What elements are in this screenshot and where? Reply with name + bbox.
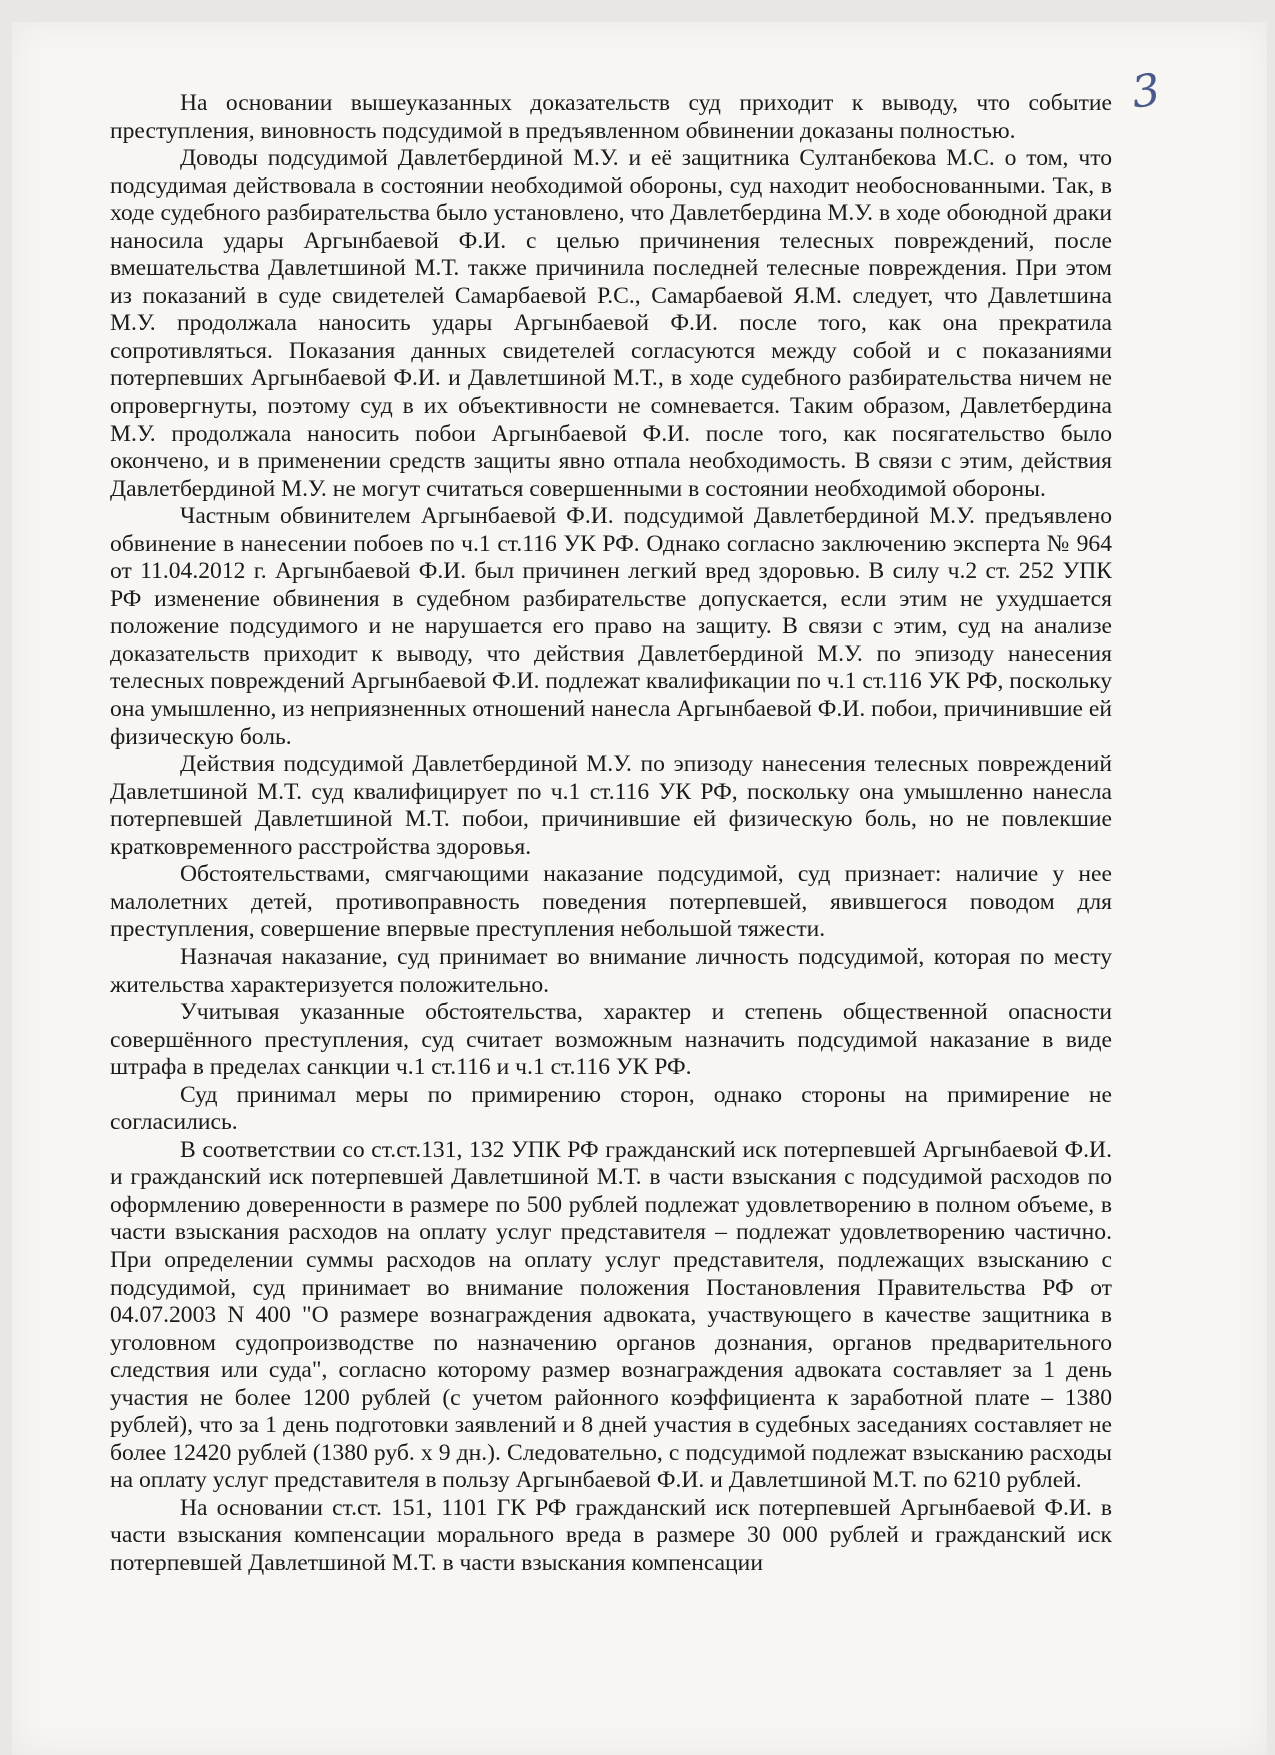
paragraph: Доводы подсудимой Давлетбердиной М.У. и её защитника Султанбекова М.С. о том, что подсудимая действовала в состоянии необходимой обороны, суд находит необоснованными. Так, в ходе судебного разбирательства было установлено, что Давлетбердина М.У. в ходе обоюдной драки наносила удары Аргынбаевой Ф.И. с целью причинения телесных повреждений, после вмешательства Давлетшиной М.Т. также причинила последней телесные повреждения. При этом из показаний в суде свидетелей Самарбаевой Р.С., Самарбаевой Я.М. следует, что Давлетшина М.У. продолжала наносить удары Аргынбаевой Ф.И. после того, как она прекратила сопротивляться. Показания данных свидетелей согласуются между собой и с показаниями потерпевших Аргынбаевой Ф.И. и Давлетшиной М.Т., в ходе судебного разбирательства ничем не опровергнуты, поэтому суд в их объективности не сомневается. Таким образом, Давлетбердина М.У. продолжала наносить побои Аргынбаевой Ф.И. после того, как посягательство было окончено, и в применении средств защиты явно отпала необходимость. В связи с этим, действия Давлетбердиной М.У. не могут считаться совершенными в состоянии необходимой обороны. bbox=[110, 145, 1112, 502]
paragraph: В соответствии со ст.ст.131, 132 УПК РФ гражданский иск потерпевшей Аргынбаевой Ф.И. и гражданский иск потерпевшей Давлетшиной М.Т. в части взыскания с подсудимой расходов по оформлению доверенности в размере по 500 рублей подлежат удовлетворению в полном объеме, в части взыскания расходов на оплату услуг представителя – подлежат удовлетворению частично. При определении суммы расходов на оплату услуг представителя, подлежащих взысканию с подсудимой, суд принимает во внимание положения Постановления Правительства РФ от 04.07.2003 N 400 "О размере вознаграждения адвоката, участвующего в качестве защитника в уголовном судопроизводстве по назначению органов дознания, органов предварительного следствия или суда", согласно которому размер вознаграждения адвоката составляет за 1 день участия не более 1200 рублей (с учетом районного коэффициента к заработной плате – 1380 рублей), что за 1 день подготовки заявлений и 8 дней участия в судебных заседаниях составляет не более 12420 рублей (1380 руб. х 9 дн.). Следовательно, с подсудимой подлежат взысканию расходы на оплату услуг представителя в пользу Аргынбаевой Ф.И. и Давлетшиной М.Т. по 6210 рублей. bbox=[110, 1136, 1112, 1494]
paragraph: На основании ст.ст. 151, 1101 ГК РФ гражданский иск потерпевшей Аргынбаевой Ф.И. в части взыскания компенсации морального вреда в размере 30 000 рублей и гражданский иск потерпевшей Давлетшиной М.Т. в части взыскания компенсации bbox=[110, 1494, 1112, 1576]
handwritten-page-number: 3 bbox=[1128, 64, 1164, 119]
paragraph: Обстоятельствами, смягчающими наказание подсудимой, суд признает: наличие у нее малолетних детей, противоправность поведения потерпевшей, явившегося поводом для преступления, совершение впервые преступления небольшой тяжести. bbox=[110, 861, 1112, 943]
paragraph: Назначая наказание, суд принимает во внимание личность подсудимой, которая по месту жительства характеризуется положительно. bbox=[110, 943, 1112, 998]
paragraph: Учитывая указанные обстоятельства, характер и степень общественной опасности совершённого преступления, суд считает возможным назначить подсудимой наказание в виде штрафа в пределах санкции ч.1 ст.116 и ч.1 ст.116 УК РФ. bbox=[110, 999, 1112, 1081]
paragraph: Частным обвинителем Аргынбаевой Ф.И. подсудимой Давлетбердиной М.У. предъявлено обвинение в нанесении побоев по ч.1 ст.116 УК РФ. Однако согласно заключению эксперта № 964 от 11.04.2012 г. Аргынбаевой Ф.И. был причинен легкий вред здоровью. В силу ч.2 ст. 252 УПК РФ изменение обвинения в судебном разбирательстве допускается, если этим не ухудшается положение подсудимого и не нарушается его право на защиту. В связи с этим, суд на анализе доказательств приходит к выводу, что действия Давлетбердиной М.У. по эпизоду нанесения телесных повреждений Аргынбаевой Ф.И. подлежат квалификации по ч.1 ст.116 УК РФ, поскольку она умышленно, из неприязненных отношений нанесла Аргынбаевой Ф.И. побои, причинившие ей физическую боль. bbox=[110, 503, 1112, 750]
paragraph: Суд принимал меры по примирению сторон, однако стороны на примирение не согласились. bbox=[110, 1081, 1112, 1136]
document-body bbox=[110, 90, 1112, 1578]
paragraph: Действия подсудимой Давлетбердиной М.У. по эпизоду нанесения телесных повреждений Давлетшиной М.Т. суд квалифицирует по ч.1 ст.116 УК РФ, поскольку она умышленно нанесла потерпевшей Давлетшиной М.Т. побои, причинившие ей физическую боль, но не повлекшие кратковременного расстройства здоровья. bbox=[110, 751, 1112, 860]
paragraph: На основании вышеуказанных доказательств суд приходит к выводу, что событие преступления, виновность подсудимой в предъявленном обвинении доказаны полностью. bbox=[110, 90, 1112, 144]
